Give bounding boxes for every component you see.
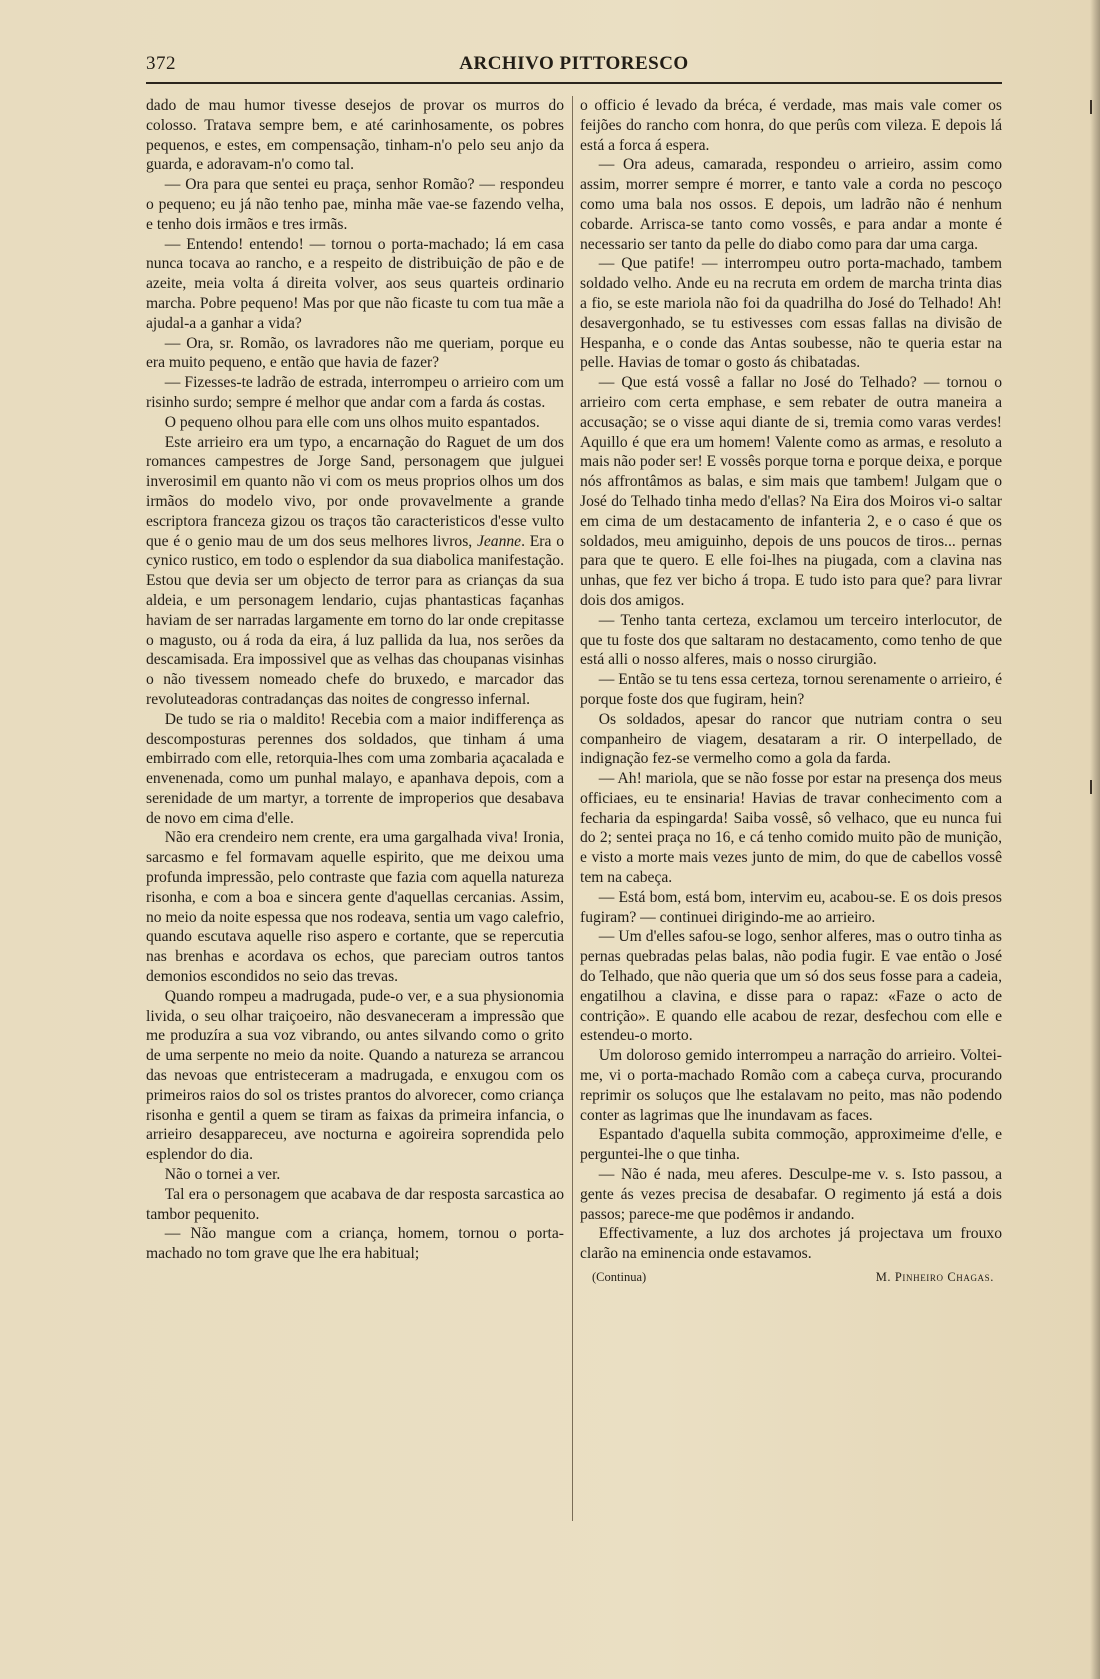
page-header	[146, 53, 1002, 81]
continued-note: (Continua)	[592, 1270, 647, 1285]
paragraph: — Não é nada, meu aferes. Desculpe-me v. s. Isto passou, a gente ás vezes precisa de desabafar. O regimento já está a dois passos; parece-me que podêmos ir andando.	[580, 1166, 1002, 1223]
right-column	[580, 96, 1002, 1651]
book-title: Jeanne	[476, 532, 522, 550]
author-signature: M. Pinheiro Chagas.	[875, 1270, 994, 1285]
paragraph: — Que está vossê a fallar no José do Telhado? — tornou o arrieiro com certa emphase, e sem rebater de outra maneira a accusação; se o visse aqui diante de si, tremia como varas verdes! Aquillo é que era um homem! Valente como as armas, e resoluto a mais não poder ser! E vossês porque torna e porque deixa, e porque nós affrontâmos as balas, e sim mais que tambem! Julgam que o José do Telhado tinha medo d'ellas? Na Eira dos Moiros vi-o saltar em cima de um destacamento de infanteria 2, e o caso é que os soldados, meu amiguinho, depois de uns poucos de tiros... pernas para que te quero. E elle foi-lhes na piugada, com a clavina nas unhas, que fez ver bicho á tropa. E tudo isto para que? para livrar dois dos amigos.	[580, 374, 1002, 609]
paragraph: — Ora, sr. Romão, os lavradores não me queriam, porque eu era muito pequeno, e então que havia de fazer?	[146, 334, 564, 372]
paragraph: Effectivamente, a luz dos archotes já projectava um frouxo clarão na eminencia onde estavamos.	[580, 1225, 1002, 1263]
paragraph: — Ora adeus, camarada, respondeu o arrieiro, assim como assim, morrer sempre é morrer, e tanto vale a corda no pescoço como uma bala nos ossos. E depois, um ladrão não é nenhum cobarde. Arrisca-se tanto como vossês, e para andar a monte é necessario ser tanto da pelle do diabo como para dar uma carga.	[580, 156, 1002, 253]
paragraph: — Ora para que sentei eu praça, senhor Romão? — respondeu o pequeno; eu já não tenho pae, minha mãe vae-se fazendo velha, e tenho dois irmãos e tres irmãs.	[146, 176, 564, 233]
paragraph: — Então se tu tens essa certeza, tornou serenamente o arrieiro, é porque foste dos que fugiram, hein?	[580, 671, 1002, 708]
paragraph: Quando rompeu a madrugada, pude-o ver, e a sua physionomia livida, o seu olhar traiçoeiro, não desvaneceram a impressão que me produzíra a sua voz vibrando, ou antes silvando como o grito de uma serpente no meio da noite. Quando a natureza se arrancou das nevoas que entristeceram a madrugada, e enxugou com os primeiros raios do sol os tristes prantos do alvorecer, como criança risonha e gentil a quem se tiram as faixas da primeira infancia, o arrieiro desappareceu, ave nocturna e agoireira soprendida pelo esplendor do dia.	[146, 987, 564, 1164]
page-spine-shadow	[1090, 0, 1100, 1679]
paragraph: — Ah! mariola, que se não fosse por estar na presença dos meus officiaes, eu te ensinaria! Havias de travar conhecimento com a fecharia da espingarda! Saiba vossê, sô velhaco, que eu nunca fui do 2; sentei praça no 16, e cá tenho comido muito pão de munição, e visto a morte mais vezes junto de mim, do que de cabellos vossê tem na cabeça.	[580, 770, 1002, 887]
paragraph: Tal era o personagem que acabava de dar resposta sarcastica ao tambor pequenito.	[146, 1185, 564, 1223]
paragraph: De tudo se ria o maldito! Recebia com a maior indifferença as descomposturas perennes dos soldados, que tinham á uma embirrado com elle, retorquia-lhes com uma zombaria açacalada e envenenada, como um punhal malayo, e apanhava depois, com a serenidade de um martyr, a torrente de improperios que desabava de novo em cima d'elle.	[146, 710, 564, 827]
paragraph: — Que patife! — interrompeu outro porta-machado, tambem soldado velho. Ande eu na recruta em ordem de marcha trinta dias a fio, se este mariola não foi da quadrilha do José do Telhado! Ah! desavergonhado, se tu estivesses com essas fallas na divisão de Hespanha, e o conde das Antas soubesse, não te queria estar na pelle. Havias de tomar o gosto ás chibatadas.	[580, 255, 1002, 372]
paragraph: Um doloroso gemido interrompeu a narração do arrieiro. Voltei-me, vi o porta-machado Romão com a cabeça curva, procurando reprimir os soluços que lhe estalavam no peito, mas não podendo conter as lagrimas que lhe inundavam as faces.	[580, 1047, 1002, 1124]
paragraph: — Entendo! entendo! — tornou o porta-machado; lá em casa nunca tocava ao rancho, e a respeito de distribuição de pão e de azeite, meia volta á direita volver, aos seus quarteis ordinario marcha. Pobre pequeno! Mas por que não ficaste tu com tua mãe a ajudal-a a ganhar a vida?	[146, 235, 564, 332]
article-footer	[580, 1268, 1002, 1288]
margin-mark	[1090, 100, 1092, 114]
paragraph: — Está bom, está bom, intervim eu, acabou-se. E os dois presos fugiram? — continuei dirigindo-me ao arrieiro.	[580, 888, 1002, 926]
paragraph: o officio é levado da bréca, é verdade, mas mais vale comer os feijões do rancho com honra, do que perûs com vileza. E depois lá está a forca á espera.	[580, 97, 1002, 154]
paragraph: Espantado d'aquella subita commoção, approximeime d'elle, e perguntei-lhe o que tinha.	[580, 1126, 1002, 1164]
paragraph: — Um d'elles safou-se logo, senhor alferes, mas o outro tinha as pernas quebradas pelas balas, não podia fugir. E vae então o José do Telhado, que não queria que um só dos seus fosse para a cadeia, engatilhou a clavina, e disse para o rapaz: «Faze o acto de contrição». E quando elle acabou de rezar, desfechou com elle e estendeu-o morto.	[580, 928, 1002, 1045]
paragraph: — Não mangue com a criança, homem, tornou o porta-machado no tom grave que lhe era habitual;	[146, 1225, 564, 1263]
paragraph: Este arrieiro era um typo, a encarnação do Raguet de um dos romances campestres de Jorge Sand, personagem que julguei inverosimil em quanto não vi com os meus proprios olhos um dos irmãos do modelo vivo, por onde provavelmente a grande escriptora franceza gizou os traços tão caracteristicos d'esse vulto que é o genio mau de um dos seus melhores livros, Jeanne. Era o cynico rustico, em todo o esplendor da sua diabolica manifestação. Estou que devia ser um objecto de terror para as crianças da sua aldeia, e um personagem lendario, cujas phantasticas façanhas haviam de ser narradas largamente em torno do lar onde crepitasse o magusto, ou á roda da eira, á luz pallida da lua, nos serões da descamisada. Era impossivel que as velhas das choupanas visinhas o não tivessem nomeado chefe do bruxedo, e marcador das revoluteadoras contradanças das noites de congresso infernal.	[146, 433, 564, 708]
paragraph: Não era crendeiro nem crente, era uma gargalhada viva! Ironia, sarcasmo e fel formavam aquelle espirito, que me deixou uma profunda impressão, pelo contraste que fazia com aquella natureza risonha, e com a boa e sincera gente d'aquellas cercanias. Assim, no meio da noite espessa que nos rodeava, sentia um vago calefrio, quando escutava aquelle riso aspero e cortante, que se repercutia nas brenhas e acordava os echos, que pareciam outros tantos demonios escondidos no seio das trevas.	[146, 829, 564, 986]
running-title: ARCHIVO PITTORESCO	[459, 53, 689, 74]
paragraph: Os soldados, apesar do rancor que nutriam contra o seu companheiro de viagem, desataram a rir. O interpellado, de indignação fez-se vermelho como a gola da farda.	[580, 710, 1002, 768]
margin-mark	[1090, 780, 1092, 794]
page-number: 372	[146, 53, 176, 74]
paragraph: dado de mau humor tivesse desejos de provar os murros do colosso. Tratava sempre bem, e até carinhosamente, os pobres pequenos, e estes, em compensação, tinham-n'o pelo seu anjo da guarda, e adoravam-n'o como tal.	[146, 97, 564, 174]
header-rule	[146, 82, 1002, 84]
left-column	[146, 96, 564, 1651]
paragraph: — Tenho tanta certeza, exclamou um terceiro interlocutor, de que tu foste dos que saltaram no destacamento, como tenho de que está alli o nosso alferes, mais o nosso cirurgião.	[580, 611, 1002, 669]
column-divider	[572, 96, 573, 1521]
paragraph: O pequeno olhou para elle com uns olhos muito espantados.	[164, 413, 540, 431]
paragraph: — Fizesses-te ladrão de estrada, interrompeu o arrieiro com um risinho surdo; sempre é melhor que andar com a farda ás costas.	[146, 374, 564, 411]
paragraph: Não o tornei a ver.	[164, 1166, 281, 1184]
